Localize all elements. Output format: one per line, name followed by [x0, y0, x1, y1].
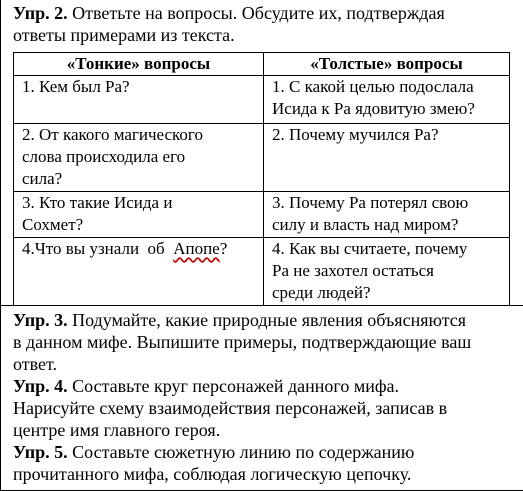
- table-row: [14, 192, 510, 238]
- thin-questions-header: «Тонкие» вопросы: [14, 53, 264, 76]
- ex5-line-2: прочитанного мифа, соблюдая логическую цепочку.: [13, 464, 412, 484]
- section-divider: [1, 305, 523, 306]
- ex5-line-1: Упр. 5. Составьте сюжетную линию по содержанию: [13, 442, 415, 462]
- thick-question-4: 4. Как вы считаете, почему Ра не захотел остаться среди людей?: [264, 238, 510, 306]
- table-row: [14, 124, 510, 192]
- thick-question-3: 3. Почему Ра потерял свою силу и власть над миром?: [264, 192, 510, 238]
- table-row: [14, 238, 510, 306]
- thick-question-1: 1. С какой целью подослала Исида к Ра ядовитую змею?: [264, 76, 510, 124]
- table-row: [14, 76, 510, 124]
- ex4-line-1: Упр. 4. Составьте круг персонажей данного мифа.: [13, 376, 399, 396]
- thick-question-2: 2. Почему мучился Ра?: [264, 124, 510, 192]
- ex2-label: Упр. 2.: [13, 3, 68, 23]
- ex2-line-1: [13, 2, 445, 24]
- ex2-line-2: ответы примерами из текста.: [13, 25, 235, 45]
- thin-question-1: 1. Кем был Ра?: [14, 76, 264, 124]
- ex3-label: Упр. 3.: [13, 310, 68, 330]
- ex4-label: Упр. 4.: [13, 376, 68, 396]
- ex3-line-3: ответ.: [13, 354, 58, 374]
- ex4-line-3: центре имя главного героя.: [13, 420, 221, 440]
- ex3-line-1: Упр. 3. Подумайте, какие природные явления объясняются: [13, 310, 467, 330]
- ex5-label: Упр. 5.: [13, 442, 68, 462]
- thin-question-4: 4.Что вы узнали об Апопе?: [14, 238, 264, 306]
- ex2-text-1: Ответьте на вопросы. Обсудите их, подтверждая: [72, 3, 445, 23]
- thin-question-2: 2. От какого магического слова происходила его сила?: [14, 124, 264, 192]
- questions-table: [13, 52, 510, 306]
- thin-question-3: 3. Кто такие Исида и Сохмет?: [14, 192, 264, 238]
- spellcheck-word: Апопе: [173, 239, 220, 258]
- ex3-line-2: в данном мифе. Выпишите примеры, подтверждающие ваш: [13, 332, 472, 352]
- ex4-line-2: Нарисуйте схему взаимодействия персонажей, записав в: [13, 398, 448, 418]
- table-header-row: [14, 53, 510, 76]
- thick-questions-header: «Толстые» вопросы: [264, 53, 510, 76]
